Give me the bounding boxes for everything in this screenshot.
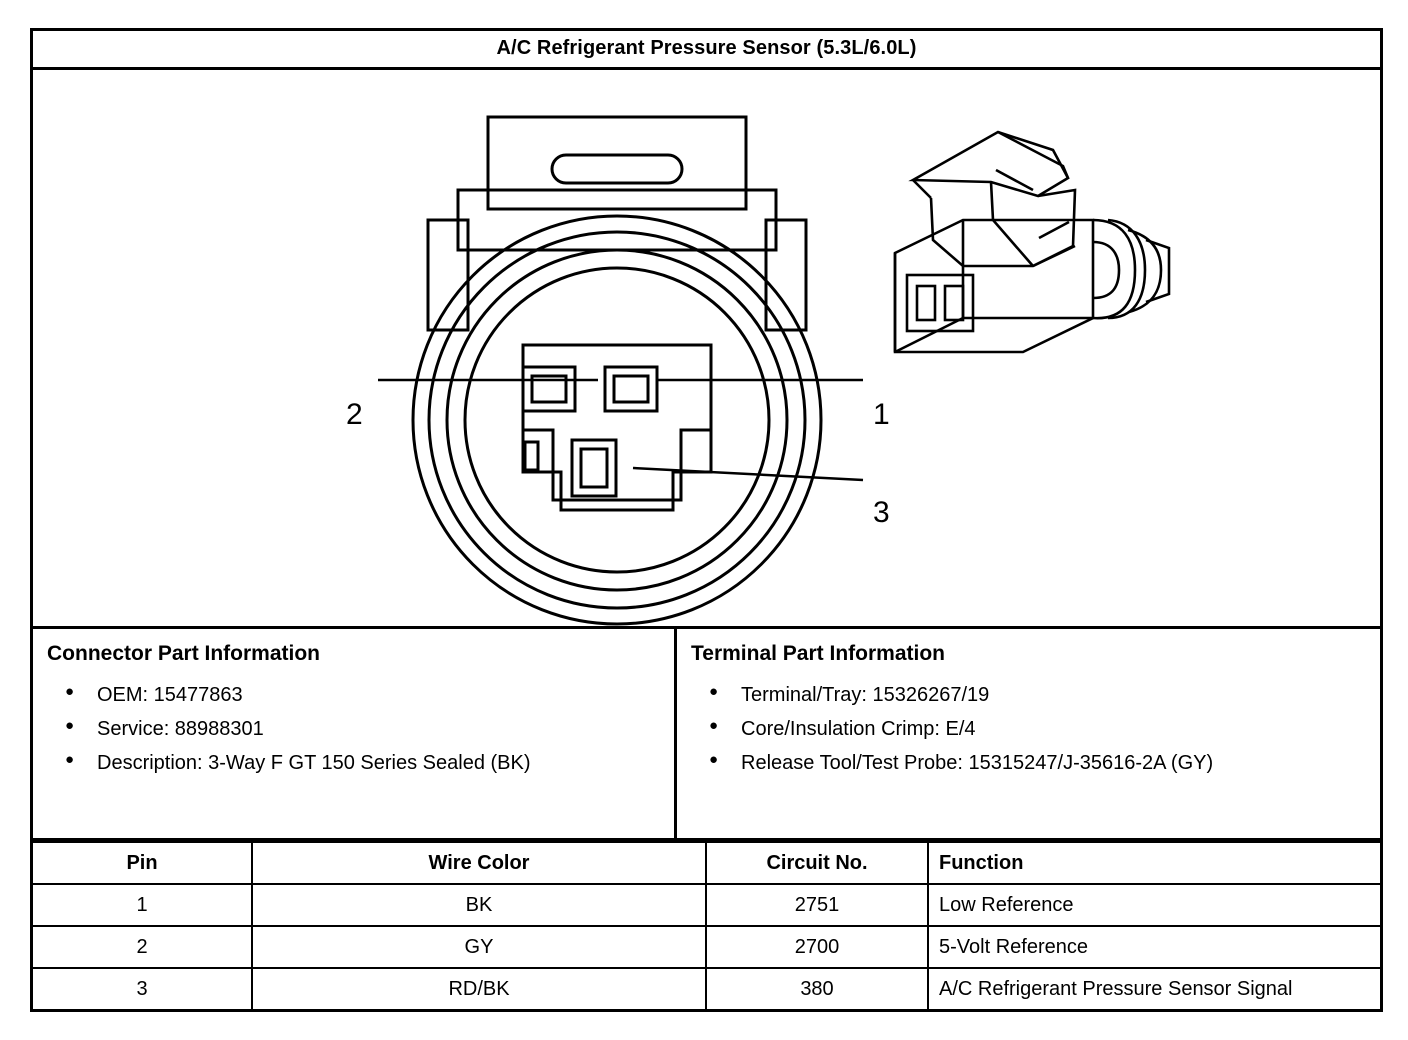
cell-pin: 3: [33, 968, 252, 1009]
table-row: [33, 884, 1380, 926]
cell-circuit-no: 2700: [706, 926, 928, 968]
cell-circuit-no: 2751: [706, 884, 928, 926]
table-row: [33, 968, 1380, 1009]
terminal-part-information: [677, 629, 1380, 838]
connector-illustration: [33, 70, 1380, 629]
part-information-row: [33, 629, 1380, 841]
cell-wire-color: RD/BK: [252, 968, 706, 1009]
connector-part-information-heading: Connector Part Information: [47, 642, 321, 666]
callout-2: 2: [346, 397, 363, 431]
connector-info-sheet: [30, 28, 1383, 1012]
callout-1: 1: [873, 397, 890, 431]
list-item: ● OEM: 15477863: [97, 684, 660, 707]
column-header-circuit-no: Circuit No.: [706, 842, 928, 884]
cell-wire-color: BK: [252, 884, 706, 926]
list-item: ● Service: 88988301: [97, 718, 660, 741]
terminal-part-information-heading: Terminal Part Information: [691, 642, 945, 666]
cell-circuit-no: 380: [706, 968, 928, 1009]
cell-function: 5-Volt Reference: [928, 926, 1380, 968]
list-item: ● Release Tool/Test Probe: 15315247/J-35616-2A (GY): [741, 752, 1366, 775]
list-item: ● Terminal/Tray: 15326267/19: [741, 684, 1366, 707]
terminal-part-information-list: [691, 684, 1366, 775]
list-item: ● Core/Insulation Crimp: E/4: [741, 718, 1366, 741]
cell-function: A/C Refrigerant Pressure Sensor Signal: [928, 968, 1380, 1009]
column-header-function: Function: [928, 842, 1380, 884]
column-header-pin: Pin: [33, 842, 252, 884]
cell-function: Low Reference: [928, 884, 1380, 926]
pin-table-container: [33, 841, 1380, 1009]
connector-part-information: [33, 629, 677, 838]
table-row: [33, 926, 1380, 968]
list-item: ● Description: 3-Way F GT 150 Series Sealed (BK): [97, 752, 660, 775]
connector-drawing: [33, 70, 1380, 627]
connector-part-information-list: [47, 684, 660, 775]
column-header-wire-color: Wire Color: [252, 842, 706, 884]
table-header-row: [33, 842, 1380, 884]
cell-pin: 2: [33, 926, 252, 968]
pin-table: [33, 841, 1380, 1009]
page-title: A/C Refrigerant Pressure Sensor (5.3L/6.0L): [33, 31, 1380, 70]
callout-3: 3: [873, 495, 890, 529]
cell-wire-color: GY: [252, 926, 706, 968]
cell-pin: 1: [33, 884, 252, 926]
